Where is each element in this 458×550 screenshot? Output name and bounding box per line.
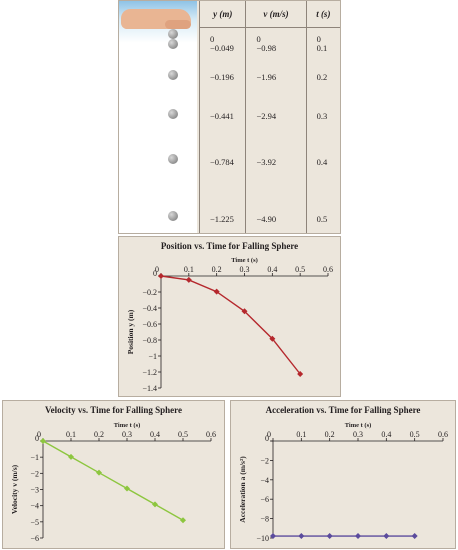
velocity-series-line: [43, 441, 183, 520]
cell-t-4: 0.4: [316, 157, 328, 167]
velocity-data-point: [68, 454, 74, 460]
acceleration-data-point: [412, 533, 418, 539]
cell-v-0: 0: [256, 34, 261, 44]
acceleration-x-tick-label: 0.2: [324, 430, 335, 439]
acceleration-y-tick-label: −8: [260, 514, 269, 524]
velocity-y-tick-label: −2: [30, 469, 39, 479]
data-table-panel: [118, 0, 341, 234]
acceleration-x-tick-label: 0.1: [296, 430, 307, 439]
position-data-point: [186, 277, 192, 283]
position-chart: [119, 237, 340, 396]
velocity-x-tick-label: 0: [37, 430, 41, 439]
acceleration-data-point: [327, 533, 333, 539]
falling-sphere-photo: [119, 1, 197, 233]
velocity-chart-panel: [2, 400, 225, 549]
velocity-y-tick-label: −1: [30, 453, 39, 463]
acceleration-x-axis-title: Time t (s): [344, 422, 372, 429]
velocity-y-tick-label: −6: [30, 534, 39, 543]
acceleration-chart: [231, 401, 455, 548]
velocity-x-tick-label: 0.3: [122, 430, 132, 439]
position-x-tick-label: 0.2: [211, 265, 222, 274]
velocity-data-point: [124, 486, 130, 492]
cell-t-1: 0.1: [316, 43, 328, 53]
data-table: [199, 1, 340, 233]
position-y-tick-label: −0.6: [142, 320, 157, 329]
cell-y-4: −0.784: [210, 157, 234, 167]
position-y-tick-label: −1.2: [142, 368, 157, 377]
velocity-data-point: [152, 501, 158, 507]
column-t: [306, 28, 340, 234]
position-y-tick-label: −1.4: [142, 384, 157, 393]
finger-image: [165, 20, 191, 29]
acceleration-chart-title: Acceleration vs. Time for Falling Sphere: [265, 405, 421, 415]
cell-v-1: −0.98: [256, 43, 277, 53]
sphere-1: [168, 39, 178, 49]
position-chart-panel: [118, 236, 341, 397]
sphere-0: [168, 29, 178, 39]
cell-y-2: −0.196: [210, 72, 234, 82]
header-y: y (m): [200, 1, 246, 28]
acceleration-chart-panel: [230, 400, 456, 549]
position-y-tick-label: −1: [148, 352, 157, 361]
column-y: [200, 28, 246, 234]
position-chart-title: Position vs. Time for Falling Sphere: [160, 241, 299, 251]
velocity-x-tick-label: 0.2: [94, 430, 104, 439]
sphere-5: [168, 211, 178, 221]
header-v: v (m/s): [246, 1, 306, 28]
cell-y-0: 0: [210, 34, 215, 44]
acceleration-y-tick-label: −6: [260, 495, 269, 505]
velocity-y-tick-label: 0: [35, 434, 39, 443]
position-y-tick-label: −0.8: [142, 336, 157, 345]
acceleration-x-tick-label: 0.5: [409, 430, 420, 439]
velocity-x-axis-title: Time t (s): [113, 422, 141, 429]
cell-t-3: 0.3: [316, 111, 328, 121]
acceleration-x-tick-label: 0.4: [381, 430, 392, 439]
cell-v-3: −2.94: [256, 111, 277, 121]
position-x-tick-label: 0.5: [295, 265, 306, 274]
sphere-2: [168, 70, 178, 80]
velocity-y-tick-label: −3: [30, 485, 39, 495]
header-t: t (s): [306, 1, 340, 28]
position-y-tick-label: −0.4: [142, 304, 157, 313]
cell-v-5: −4.90: [256, 214, 277, 224]
cell-t-2: 0.2: [316, 72, 328, 82]
velocity-x-tick-label: 0.1: [66, 430, 76, 439]
velocity-y-tick-label: −4: [30, 501, 39, 511]
velocity-x-tick-label: 0.6: [206, 430, 216, 439]
position-y-axis-title: Position y (m): [126, 309, 135, 355]
acceleration-x-tick-label: 0.6: [438, 430, 448, 439]
position-x-tick-label: 0.4: [267, 265, 278, 274]
position-y-tick-label: −0.2: [142, 288, 157, 297]
acceleration-y-tick-label: −4: [260, 475, 269, 485]
position-x-tick-label: 0.6: [323, 265, 333, 274]
cell-v-4: −3.92: [256, 157, 277, 167]
column-v: [246, 28, 306, 234]
acceleration-y-tick-label: 0: [265, 434, 269, 443]
position-y-tick-label: 0: [153, 269, 157, 278]
acceleration-data-point: [298, 533, 304, 539]
cell-t-0: 0: [316, 34, 321, 44]
acceleration-data-point: [383, 533, 389, 539]
position-x-tick-label: 0.1: [183, 265, 194, 274]
cell-y-1: −0.049: [210, 43, 234, 53]
sphere-4: [168, 154, 178, 164]
acceleration-data-point: [355, 533, 361, 539]
acceleration-y-tick-label: −2: [260, 456, 269, 466]
acceleration-y-axis-title: Acceleration a (m/s²): [238, 456, 247, 523]
velocity-y-axis-title: Velocity v (m/s): [10, 464, 19, 515]
velocity-chart-title: Velocity vs. Time for Falling Sphere: [44, 405, 182, 415]
position-series-line: [161, 276, 300, 374]
velocity-x-tick-label: 0.5: [178, 430, 188, 439]
acceleration-x-tick-label: 0.3: [353, 430, 363, 439]
velocity-chart: [3, 401, 224, 548]
cell-y-5: −1.225: [210, 214, 234, 224]
position-x-tick-label: 0.3: [239, 265, 250, 274]
acceleration-y-tick-label: −10: [256, 534, 269, 543]
position-x-axis-title: Time t (s): [231, 257, 258, 264]
sphere-3: [168, 109, 178, 119]
velocity-x-tick-label: 0.4: [150, 430, 160, 439]
cell-t-5: 0.5: [316, 214, 328, 224]
cell-y-3: −0.441: [210, 111, 234, 121]
velocity-data-point: [96, 470, 102, 476]
cell-v-2: −1.96: [256, 72, 277, 82]
acceleration-x-tick-label: 0: [267, 430, 271, 439]
position-x-tick-label: 0: [155, 265, 159, 274]
velocity-y-tick-label: −5: [30, 517, 39, 527]
velocity-data-point: [180, 517, 186, 523]
